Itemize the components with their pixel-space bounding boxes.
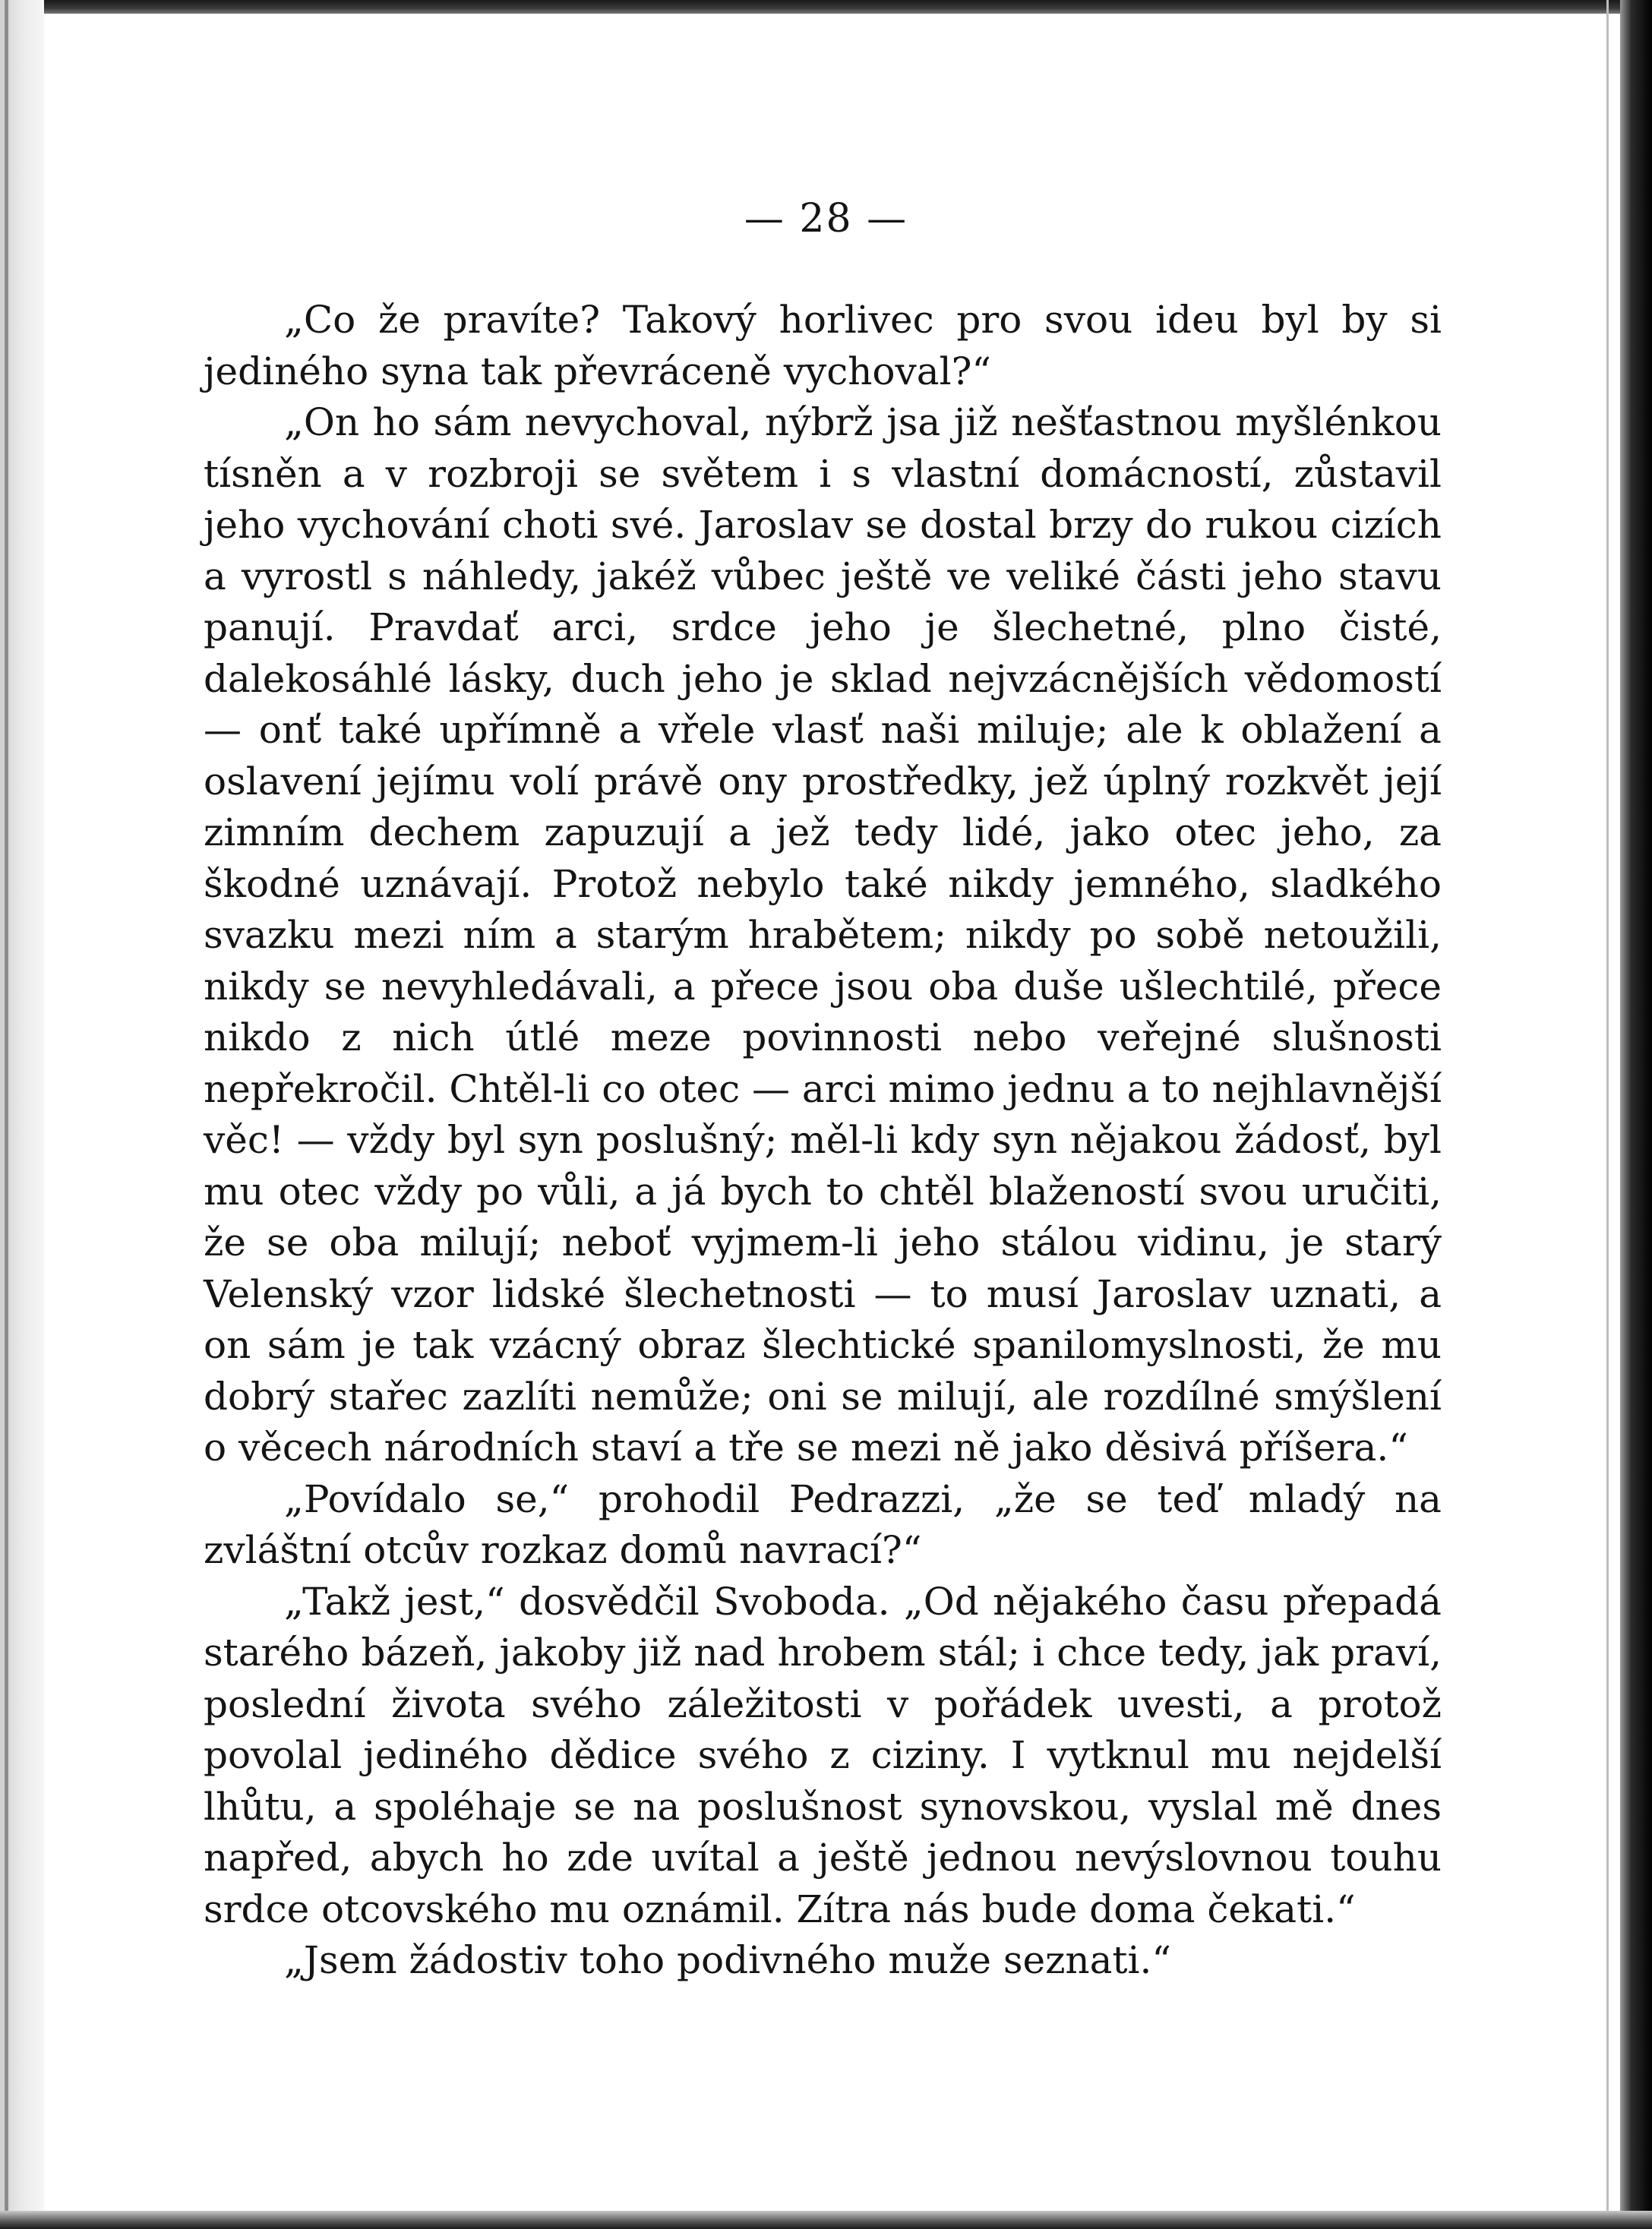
paragraph-4: „Takž jest,“ dosvědčil Svoboda. „Od nějakého času přepadá starého bázeň, jakoby již nad hrobem stál; i chce tedy, jak praví, poslední života svého záležitosti v pořádek uvesti, a protož povolal jediného dědice svého z ciziny. I vytknul mu nejdelší lhůtu, a spoléhaje se na poslušnost synovskou, vyslal mě dnes napřed, abych ho zde uvítal a ještě jednou nevýslovnou touhu srdce otcovského mu oznámil. Zítra nás bude doma čekati.“: [204, 1579, 1442, 1931]
page-number: — 28 —: [744, 196, 908, 242]
scan-border-left: [0, 0, 44, 2229]
scan-border-top: [0, 0, 1652, 14]
scan-gutter-line: [1606, 0, 1609, 2229]
paragraph-3: „Povídalo se,“ prohodil Pedrazzi, „že se teď mladý na zvláštní otcův rozkaz domů navrací?“: [204, 1476, 1442, 1572]
scan-border-right: [1620, 0, 1652, 2229]
scan-border-bottom: [0, 2211, 1652, 2229]
paragraph-1: „Co že pravíte? Takový horlivec pro svou ideu byl by si jediného syna tak převráceně vychoval?“: [204, 298, 1442, 393]
body-text: [204, 295, 1442, 1987]
paragraph-2: „On ho sám nevychoval, nýbrž jsa již nešťastnou myšlénkou tísněn a v rozbroji se světem i s vlastní domácností, zůstavil jeho vychování choti své. Jaroslav se dostal brzy do rukou cizích a vyrostl s náhledy, jakéž vůbec ještě ve veliké části jeho stavu panují. Pravdať arci, srdce jeho je šlechetné, plno čisté, dalekosáhlé lásky, duch jeho je sklad nejvzácnějších vědomostí — onť také upřímně a vřele vlasť naši miluje; ale k oblažení a oslavení jejímu volí právě ony prostředky, jež úplný rozkvět její zimním dechem zapuzují a jež tedy lidé, jako otec jeho, za škodné uznávají. Protož nebylo také nikdy jemného, sladkého svazku mezi ním a starým hrabětem; nikdy po sobě netoužili, nikdy se nevyhledávali, a přece jsou oba duše ušlechtilé, přece nikdo z nich útlé meze povinnosti nebo veřejné slušnosti nepřekročil. Chtěl-li co otec — arci mimo jednu a to nejhlavnější věc! — vždy byl syn poslušný; měl-li kdy syn nějakou žádosť, byl mu otec vždy po vůli, a já bych to chtěl blažeností svou uručiti, že se oba milují; neboť vyjmem-li jeho stálou vidinu, je starý Velenský vzor lidské šlechetnosti — to musí Jaroslav uznati, a on sám je tak vzácný obraz šlechtické spanilomyslnosti, že mu dobrý stařec zazlíti nemůže; oni se milují, ale rozdílné smýšlení o věcech národních staví a tře se mezi ně jako děsivá příšera.“: [204, 400, 1442, 1470]
paragraph-5: „Jsem žádostiv toho podivného muže seznati.“: [284, 1938, 1171, 1982]
